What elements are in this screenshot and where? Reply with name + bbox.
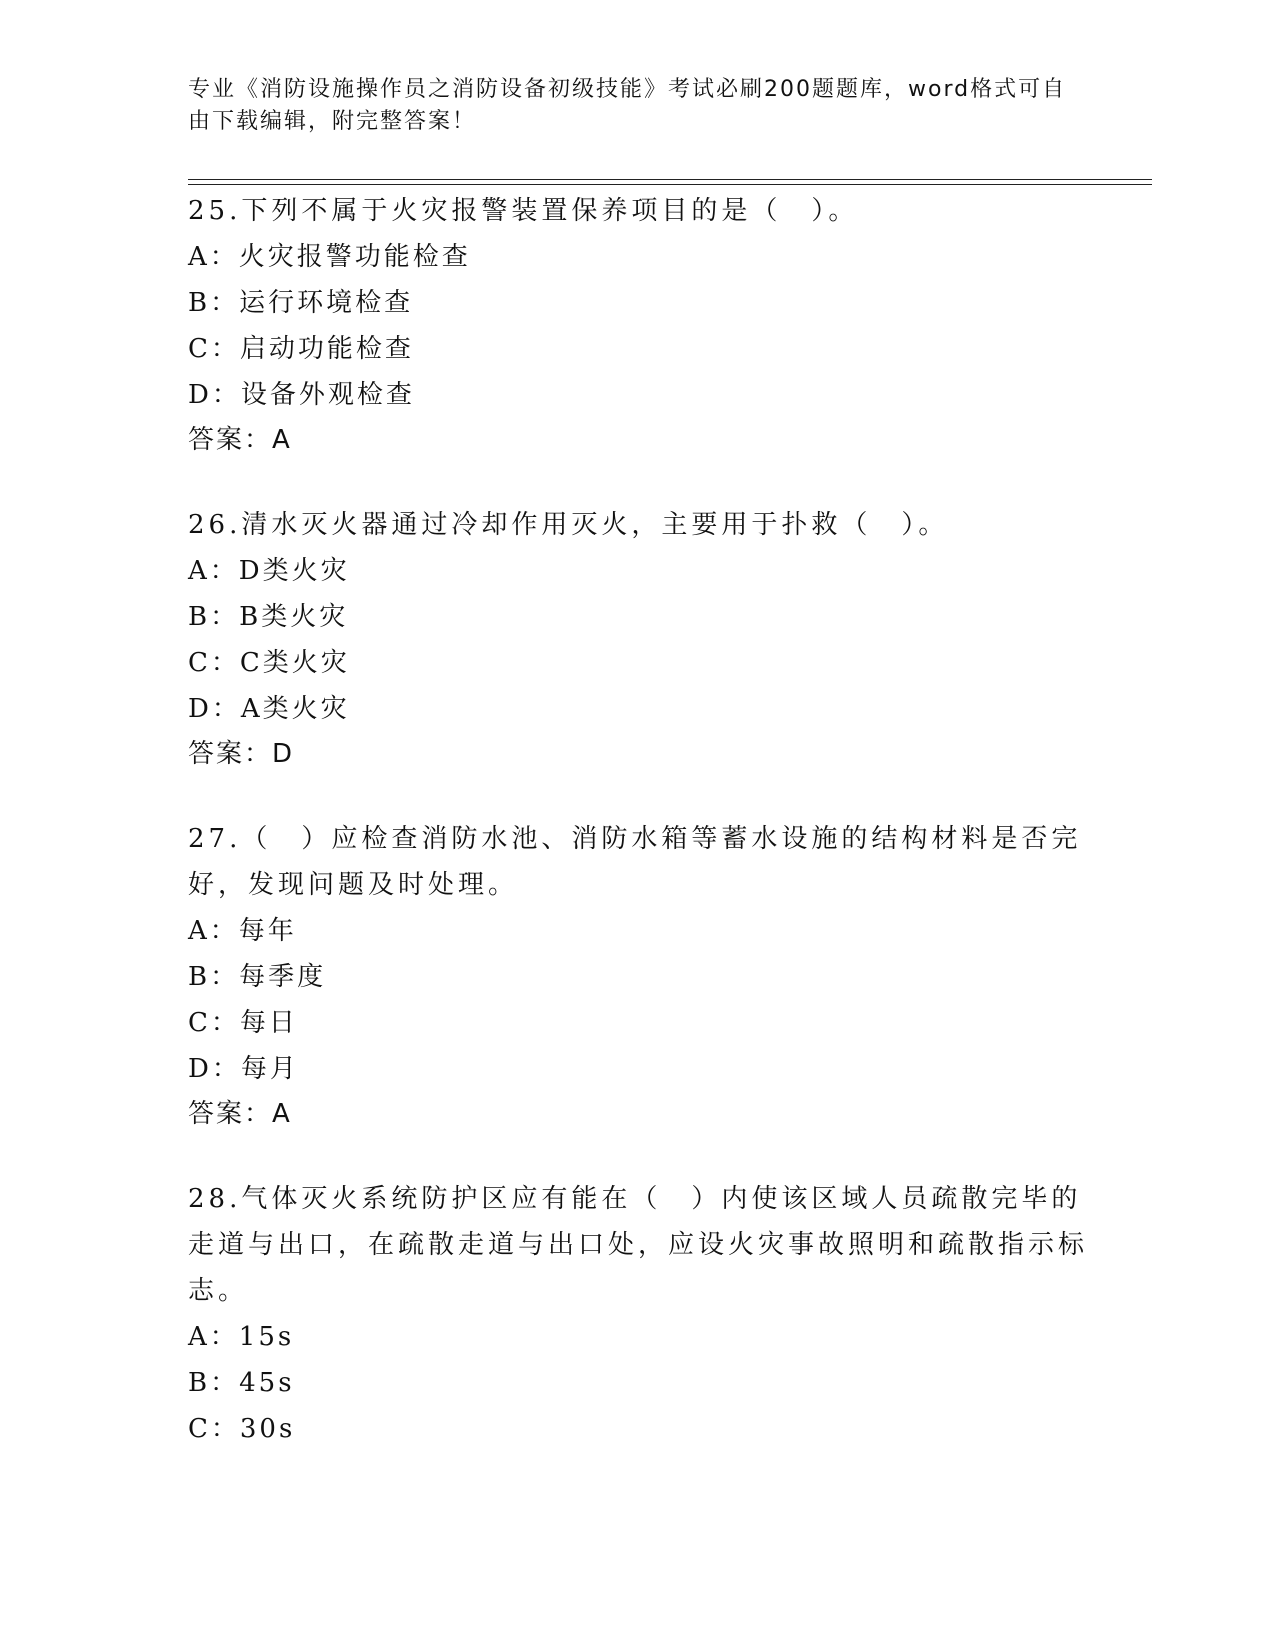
- question-list: [188, 188, 1088, 1492]
- header-divider-top: [188, 179, 1152, 180]
- option-c: C：30s: [188, 1414, 296, 1444]
- answer: 答案：A: [188, 1099, 292, 1129]
- question-26: [188, 502, 1088, 776]
- option-d: D：A类火灾: [188, 694, 350, 724]
- option-d: D：每月: [188, 1054, 299, 1084]
- option-a: A：15s: [188, 1322, 295, 1352]
- option-c: C：每日: [188, 1008, 298, 1038]
- option-b: B：运行环境检查: [188, 288, 414, 318]
- option-b: B：45s: [188, 1368, 295, 1398]
- option-b: B：B类火灾: [188, 602, 349, 632]
- option-d: D：设备外观检查: [188, 380, 415, 410]
- question-text: 28.气体灭火系统防护区应有能在（ ）内使该区域人员疏散完毕的走道与出口，在疏散走道与出口处，应设火灾事故照明和疏散指示标志。: [188, 1184, 1089, 1306]
- answer: 答案：D: [188, 739, 295, 769]
- question-28: [188, 1176, 1088, 1452]
- question-27: [188, 816, 1088, 1136]
- option-a: A：火灾报警功能检查: [188, 242, 471, 272]
- answer: 答案：A: [188, 425, 292, 455]
- header-divider-bottom: [188, 184, 1152, 185]
- document-header: 专业《消防设施操作员之消防设备初级技能》考试必刷200题题库，word格式可自由下载编辑，附完整答案！: [188, 77, 1067, 134]
- question-text: 27.（ ）应检查消防水池、消防水箱等蓄水设施的结构材料是否完好，发现问题及时处理。: [188, 824, 1082, 900]
- question-25: [188, 188, 1088, 462]
- option-a: A：每年: [188, 916, 297, 946]
- option-b: B：每季度: [188, 962, 327, 992]
- question-text: 26.清水灭火器通过冷却作用灭火，主要用于扑救（ ）。: [188, 510, 949, 540]
- option-c: C：启动功能检查: [188, 334, 414, 364]
- question-text: 25.下列不属于火灾报警装置保养项目的是（ ）。: [188, 196, 859, 226]
- option-a: A：D类火灾: [188, 556, 350, 586]
- option-c: C：C类火灾: [188, 648, 350, 678]
